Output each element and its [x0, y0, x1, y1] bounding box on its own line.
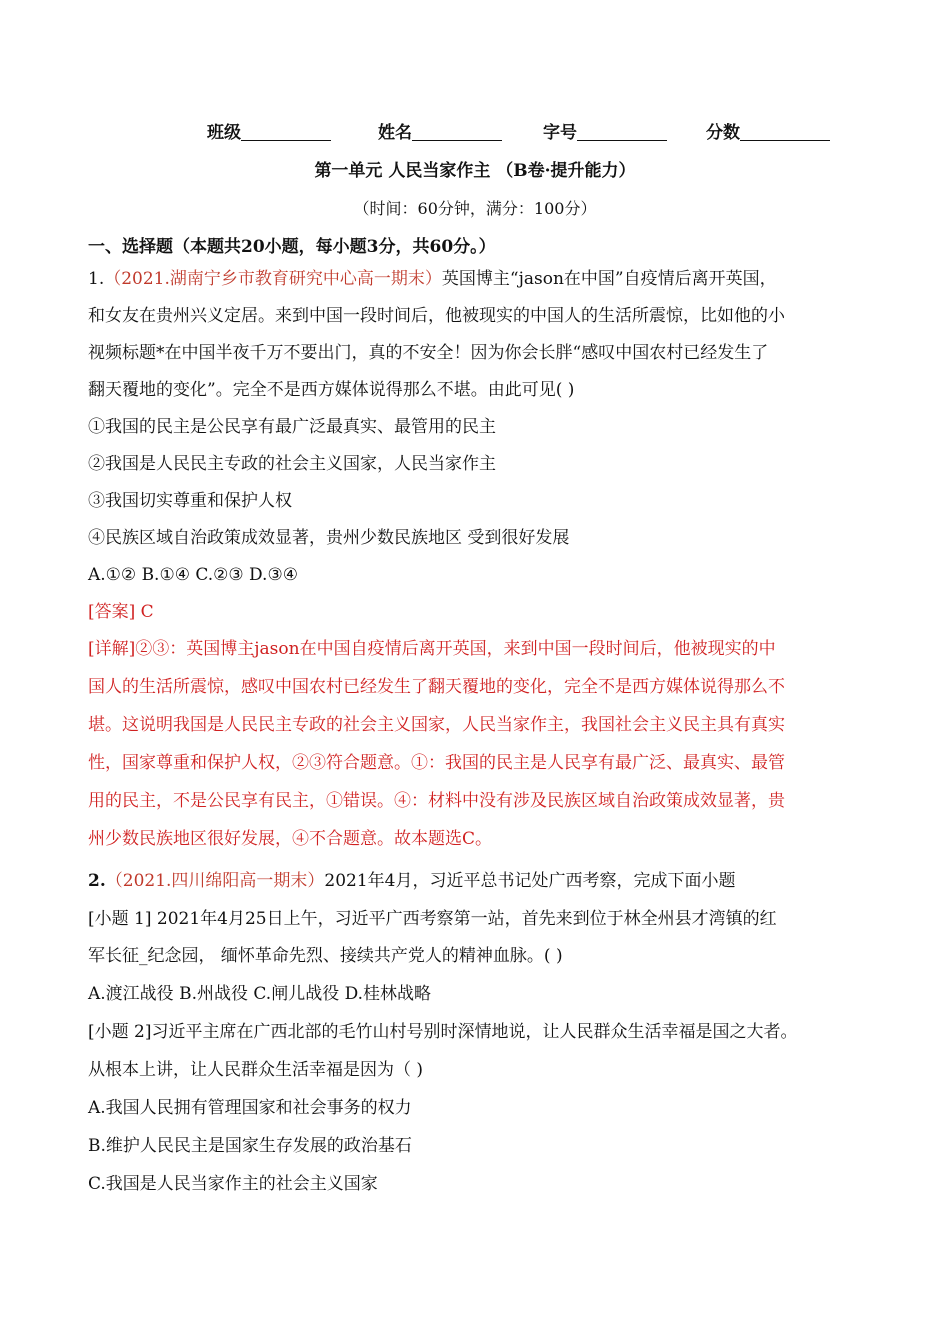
q1-text-line: 翻天覆地的变化”。完全不是西方媒体说得那么不堪。由此可见( ) [88, 380, 575, 400]
name-field [378, 122, 502, 144]
number-label: 字号 [543, 123, 577, 143]
q1-explanation-line: 用的民主，不是公民享有民主，①错误。④：材料中没有涉及民族区域自治政策成效显著，贵 [88, 791, 785, 811]
q1-statement: ③我国切实尊重和保护人权 [88, 491, 292, 511]
score-blank[interactable] [740, 122, 830, 141]
q2-intro: 2021年4月，习近平总书记处广西考察，完成下面小题 [324, 871, 736, 891]
q1-answer: [答案] C [88, 602, 154, 622]
q1-number: 1. [88, 269, 105, 289]
q1-explanation-line: 国人的生活所震惊，感叹中国农村已经发生了翻天覆地的变化，完全不是西方媒体说得那么不 [88, 677, 785, 697]
q2-sub1-line: [小题 1] 2021年4月25日上午，习近平广西考察第一站，首先来到位于林全州县才湾镇的红 [88, 909, 777, 929]
q1-source: （2021.湖南宁乡市教育研究中心高一期末） [104, 269, 442, 289]
q2-number: 2. [88, 871, 106, 891]
q1-first-line [88, 268, 777, 290]
class-field [207, 122, 331, 144]
q2-sub2-line: [小题 2]习近平主席在广西北部的毛竹山村号别时深情地说，让人民群众生活幸福是国之大者。 [88, 1022, 798, 1042]
name-blank[interactable] [412, 122, 502, 141]
name-label: 姓名 [378, 123, 412, 143]
q2-first-line [88, 870, 736, 892]
q1-statement: ②我国是人民民主专政的社会主义国家，人民当家作主 [88, 454, 496, 474]
q1-text-line: 视频标题*在中国半夜千万不要出门，真的不安全！因为你会长胖“感叹中国农村已经发生了 [88, 343, 769, 363]
q2-sub1-choices: A.渡江战役 B.州战役 C.闸儿战役 D.桂林战略 [88, 984, 432, 1004]
q1-explanation-line: [详解]②③：英国博主jason在中国自疫情后离开英国，来到中国一段时间后，他被现实的中 [88, 639, 776, 659]
section-heading: 一、选择题（本题共20小题，每小题3分，共60分。） [88, 237, 496, 257]
q2-sub1-line: 军长征_纪念园， 缅怀革命先烈、接续共产党人的精神血脉。( ) [88, 946, 563, 966]
q1-text-line: 英国博主“jason在中国”自疫情后离开英国， [441, 269, 777, 289]
q1-statement: ④民族区域自治政策成效显著，贵州少数民族地区 受到很好发展 [88, 528, 570, 548]
q1-statement: ①我国的民主是公民享有最广泛最真实、最管用的民主 [88, 417, 496, 437]
q2-sub2-option: C.我国是人民当家作主的社会主义国家 [88, 1174, 378, 1194]
q2-sub2-option: B.维护人民民主是国家生存发展的政治基石 [88, 1136, 412, 1156]
class-blank[interactable] [241, 122, 331, 141]
score-label: 分数 [706, 123, 740, 143]
number-field [543, 122, 667, 144]
score-field [706, 122, 830, 144]
class-label: 班级 [207, 123, 241, 143]
q2-sub2-line: 从根本上讲，让人民群众生活幸福是因为（ ) [88, 1060, 424, 1080]
page-title: 第一单元 人民当家作主 （B卷·提升能力） [314, 161, 636, 181]
page-subtitle: （时间：60分钟，满分：100分） [353, 199, 597, 218]
q1-explanation-line: 堪。这说明我国是人民民主专政的社会主义国家，人民当家作主，我国社会主义民主具有真实 [88, 715, 785, 735]
q1-text-line: 和女友在贵州兴义定居。来到中国一段时间后，他被现实的中国人的生活所震惊，比如他的小 [88, 306, 785, 326]
q1-choices: A.①② B.①④ C.②③ D.③④ [88, 565, 298, 585]
q1-explanation-line: 性，国家尊重和保护人权，②③符合题意。①：我国的民主是人民享有最广泛、最真实、最管 [88, 753, 785, 773]
q1-explanation-line: 州少数民族地区很好发展，④不合题意。故本题选C。 [88, 829, 493, 849]
q2-sub2-option: A.我国人民拥有管理国家和社会事务的权力 [88, 1098, 412, 1118]
q2-source: （2021.四川绵阳高一期末） [105, 871, 325, 891]
number-blank[interactable] [577, 122, 667, 141]
